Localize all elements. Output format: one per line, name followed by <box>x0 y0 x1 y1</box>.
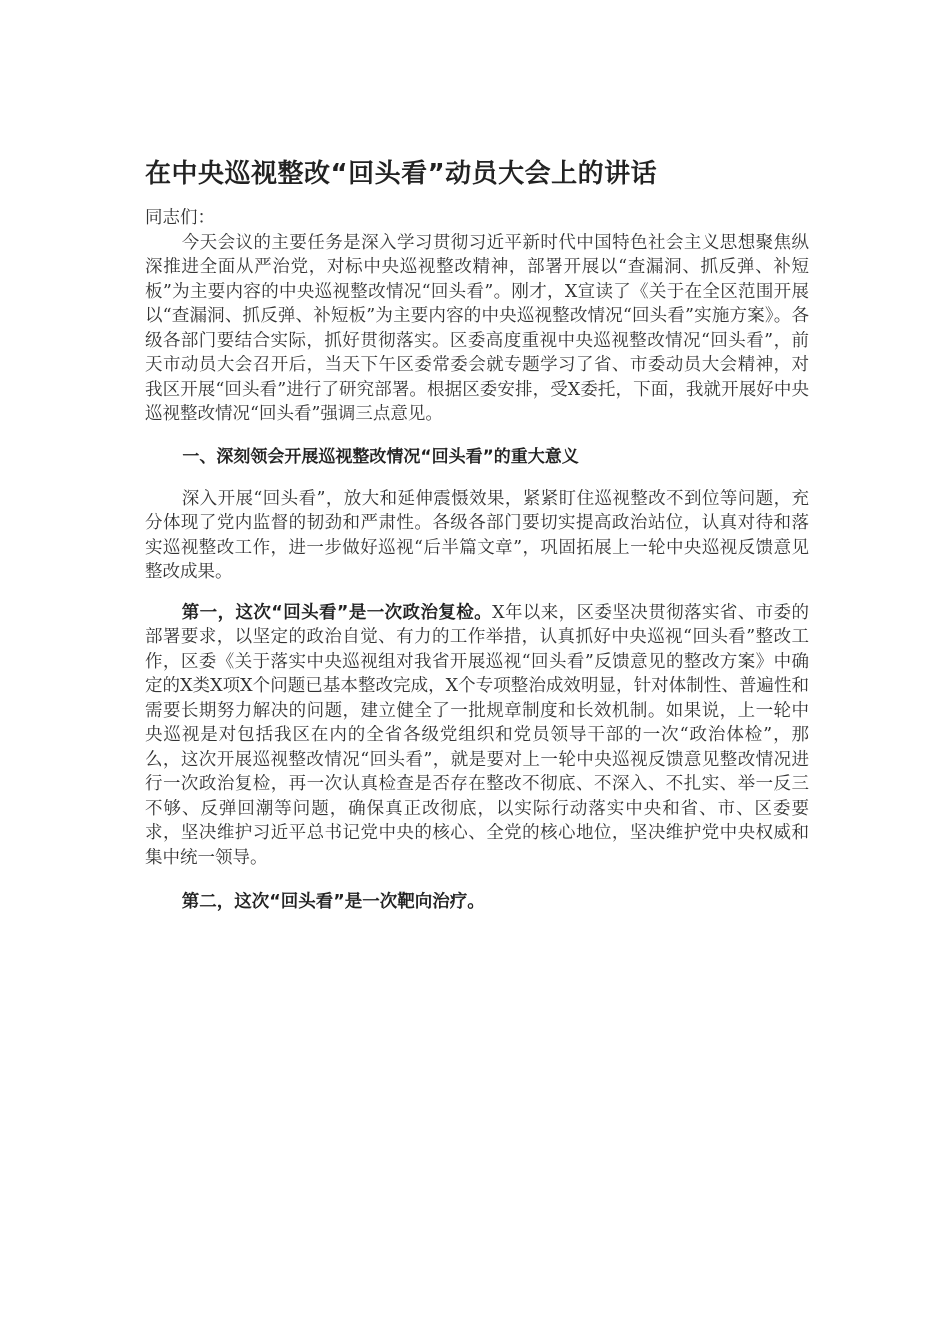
point1-paragraph <box>145 601 809 871</box>
point2-paragraph <box>145 890 809 915</box>
point2-lead: 第二，这次“回头看”是一次靶向治疗。 <box>181 892 485 912</box>
intro-paragraph: 今天会议的主要任务是深入学习贯彻习近平新时代中国特色社会主义思想聚焦纵深推进全面从严治党，对标中央巡视整改精神，部署开展以“查漏洞、抓反弹、补短板”为主要内容的中央巡视整改情况“回头看”。刚才，X宣读了《关于在全区范围开展以“查漏洞、抓反弹、补短板”为主要内容的中央巡视整改情况“回头看”实施方案》。各级各部门要结合实际，抓好贯彻落实。区委高度重视中央巡视整改情况“回头看”，前天市动员大会召开后，当天下午区委常委会就专题学习了省、市委动员大会精神，对我区开展“回头看”进行了研究部署。根据区委安排，受X委托，下面，我就开展好中央巡视整改情况“回头看”强调三点意见。 <box>145 232 809 424</box>
document-title: 在中央巡视整改“回头看”动员大会上的讲话 <box>145 159 658 189</box>
greeting: 同志们： <box>145 208 215 228</box>
section-heading-1: 一、深刻领会开展巡视整改情况“回头看”的重大意义 <box>182 446 579 467</box>
document-page <box>145 150 809 915</box>
point1-body: X年以来，区委坚决贯彻落实省、市委的部署要求，以坚定的政治自觉、有力的工作举措，认真抓好中央巡视“回头看”整改工作，区委《关于落实中央巡视组对我省开展巡视“回头看”反馈意见的整改方案》中确定的X类X项X个问题已基本整改完成，X个专项整治成效明显，针对体制性、普遍性和需要长期努力解决的问题，建立健全了一批规章制度和长效机制。如果说，上一轮中央巡视是对包括我区在内的全省各级党组织和党员领导干部的一次“政治体检”，那么，这次开展巡视整改情况“回头看”，就是要对上一轮中央巡视反馈意见整改情况进行一次政治复检，再一次认真检查是否存在整改不彻底、不深入、不扎实、举一反三不够、反弹回潮等问题，确保真正改彻底，以实际行动落实中央和省、市、区委要求，坚决维护习近平总书记党中央的核心、全党的核心地位，坚决维护党中央权威和集中统一领导。 <box>145 602 809 868</box>
section1-paragraph: 深入开展“回头看”，放大和延伸震慑效果，紧紧盯住巡视整改不到位等问题，充分体现了党内监督的韧劲和严肃性。各级各部门要切实提高政治站位，认真对待和落实巡视整改工作，进一步做好巡视“后半篇文章”，巩固拓展上一轮中央巡视反馈意见整改成果。 <box>145 488 809 582</box>
point1-lead: 第一，这次“回头看”是一次政治复检。 <box>181 602 493 623</box>
